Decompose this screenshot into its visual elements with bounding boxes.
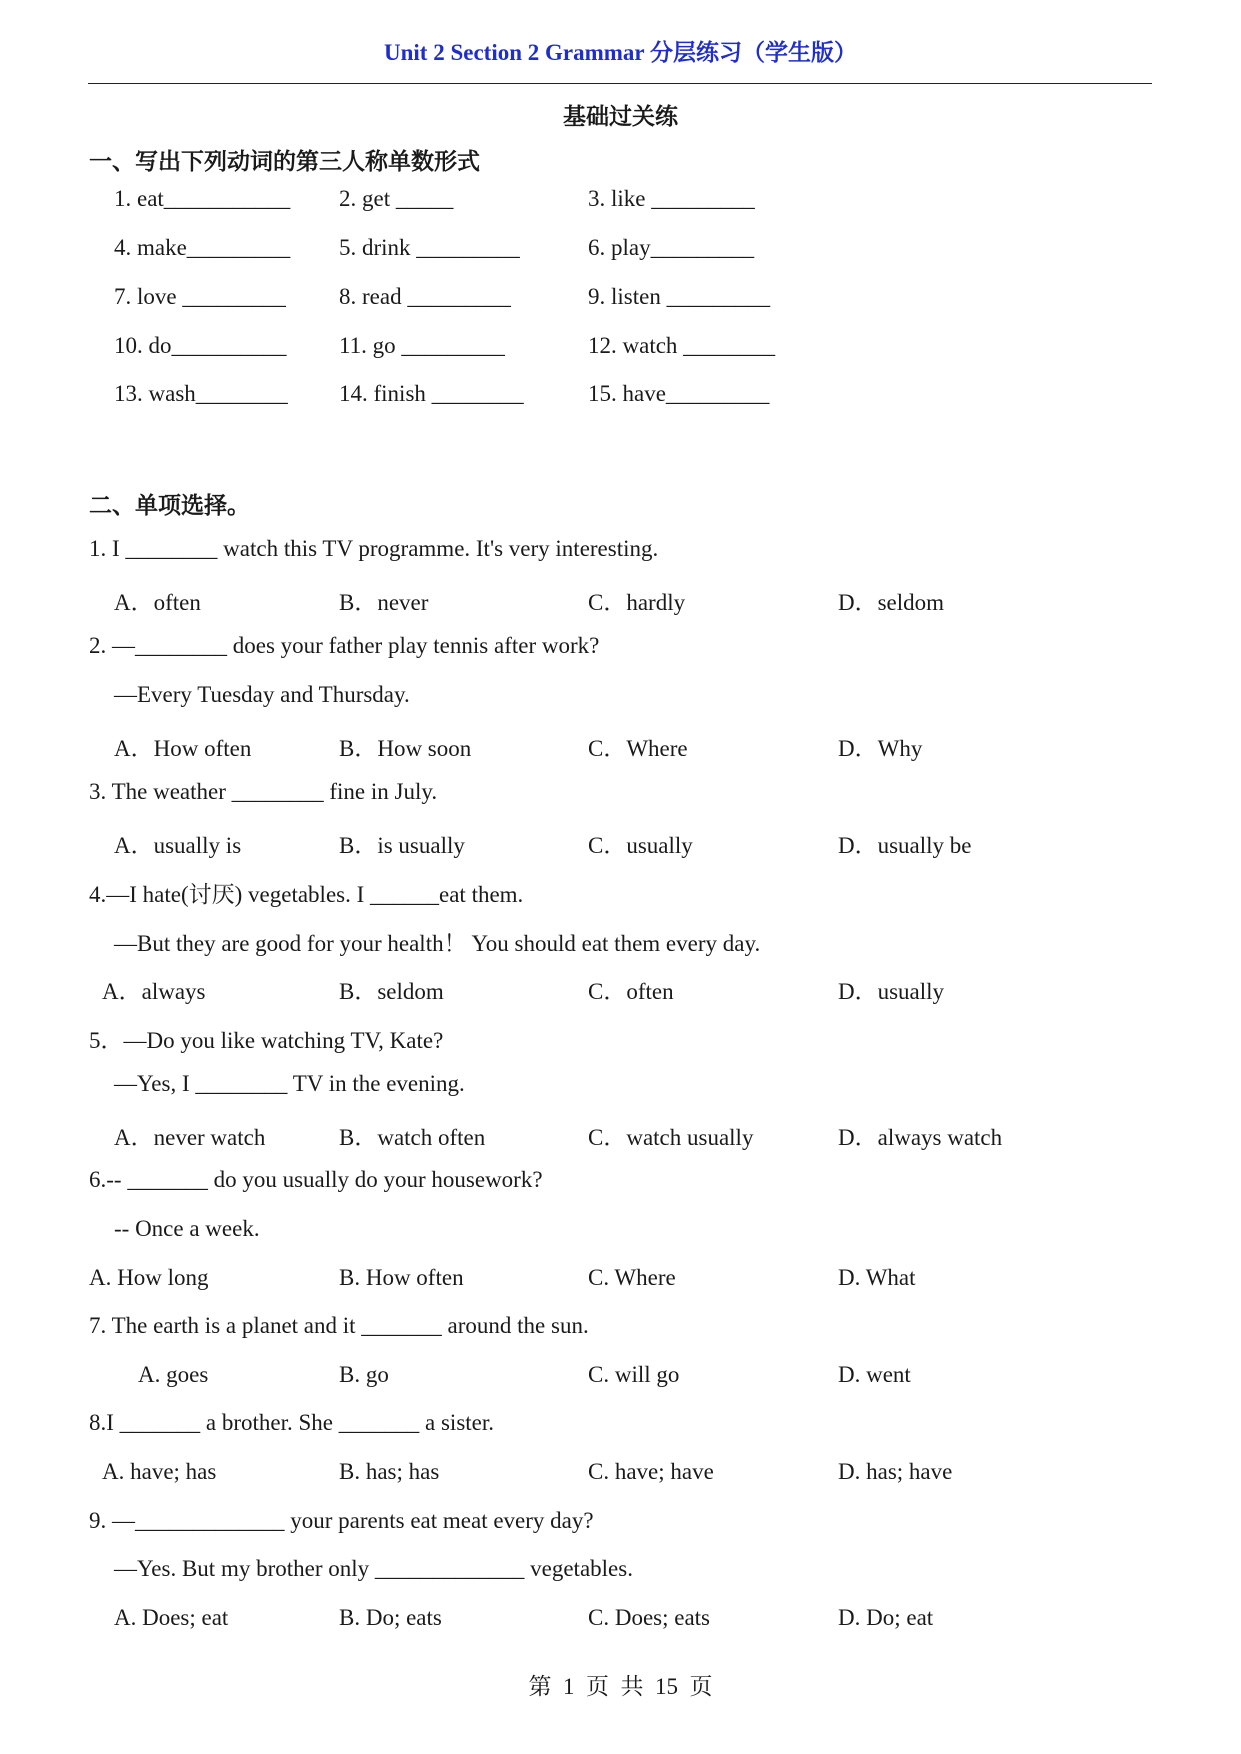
- answer-option: A. Does; eat: [114, 1605, 229, 1630]
- question-stem: 2. —________ does your father play tennis after work?: [89, 633, 600, 658]
- answer-option: C. Does; eats: [588, 1605, 711, 1630]
- answer-option: A．never watch: [114, 1125, 266, 1150]
- answer-option: A．How often: [114, 736, 252, 761]
- verb-item: 8. read _________: [339, 284, 511, 309]
- answer-option: B．never: [339, 590, 429, 615]
- verb-item: 7. love _________: [114, 284, 286, 309]
- page-subtitle: 基础过关练: [563, 104, 678, 129]
- question-stem: 4.—I hate(讨厌) vegetables. I ______eat them.: [89, 882, 524, 907]
- question-stem: 6.-- _______ do you usually do your housework?: [89, 1167, 543, 1192]
- answer-option: A. goes: [138, 1362, 209, 1387]
- verb-item: 12. watch ________: [588, 333, 776, 358]
- question-stem: 3. The weather ________ fine in July.: [89, 779, 438, 804]
- header-divider: [88, 83, 1152, 84]
- answer-option: C. will go: [588, 1362, 680, 1387]
- answer-option: D．Why: [838, 736, 923, 761]
- verb-item: 11. go _________: [339, 333, 505, 358]
- answer-option: A. have; has: [102, 1459, 217, 1484]
- question-stem: 5．—Do you like watching TV, Kate?: [89, 1028, 444, 1053]
- answer-option: D．usually be: [838, 833, 972, 858]
- answer-option: B. go: [339, 1362, 389, 1387]
- answer-option: D. went: [838, 1362, 911, 1387]
- answer-option: C．usually: [588, 833, 693, 858]
- question-stem: 8.I _______ a brother. She _______ a sister.: [89, 1410, 495, 1435]
- document-header-title: Unit 2 Section 2 Grammar 分层练习（学生版）: [384, 40, 857, 65]
- answer-option: C. have; have: [588, 1459, 714, 1484]
- section-heading-verb-forms: 一、写出下列动词的第三人称单数形式: [89, 149, 480, 174]
- question-dialogue-line: —But they are good for your health！ You should eat them every day.: [114, 931, 761, 956]
- answer-option: B．How soon: [339, 736, 472, 761]
- verb-item: 15. have_________: [588, 381, 770, 406]
- verb-item: 14. finish ________: [339, 381, 524, 406]
- section-heading-multiple-choice: 二、单项选择。: [89, 493, 250, 518]
- answer-option: A．usually is: [114, 833, 242, 858]
- answer-option: D. Do; eat: [838, 1605, 934, 1630]
- answer-option: D. What: [838, 1265, 916, 1290]
- question-stem: 9. —_____________ your parents eat meat every day?: [89, 1508, 594, 1533]
- answer-option: B．is usually: [339, 833, 465, 858]
- verb-item: 9. listen _________: [588, 284, 771, 309]
- answer-option: D．usually: [838, 979, 945, 1004]
- answer-option: D. has; have: [838, 1459, 953, 1484]
- question-dialogue-line: —Yes. But my brother only _____________ vegetables.: [114, 1556, 633, 1581]
- page-number-footer: 第 1 页 共 15 页: [528, 1674, 713, 1699]
- answer-option: B. How often: [339, 1265, 464, 1290]
- verb-item: 5. drink _________: [339, 235, 520, 260]
- answer-option: C．often: [588, 979, 674, 1004]
- verb-item: 10. do__________: [114, 333, 287, 358]
- verb-item: 3. like _________: [588, 186, 755, 211]
- answer-option: D．always watch: [838, 1125, 1003, 1150]
- question-stem: 1. I ________ watch this TV programme. It's very interesting.: [89, 536, 659, 561]
- answer-option: A．often: [114, 590, 201, 615]
- verb-item: 2. get _____: [339, 186, 454, 211]
- question-dialogue-line: —Yes, I ________ TV in the evening.: [114, 1071, 465, 1096]
- answer-option: C．hardly: [588, 590, 686, 615]
- answer-option: B．seldom: [339, 979, 444, 1004]
- answer-option: A．always: [102, 979, 206, 1004]
- answer-option: B. has; has: [339, 1459, 440, 1484]
- verb-item: 1. eat___________: [114, 186, 291, 211]
- verb-item: 6. play_________: [588, 235, 755, 260]
- answer-option: C．Where: [588, 736, 688, 761]
- answer-option: B. Do; eats: [339, 1605, 442, 1630]
- answer-option: D．seldom: [838, 590, 945, 615]
- question-dialogue-line: -- Once a week.: [114, 1216, 260, 1241]
- answer-option: C. Where: [588, 1265, 676, 1290]
- answer-option: A. How long: [89, 1265, 209, 1290]
- answer-option: C．watch usually: [588, 1125, 754, 1150]
- answer-option: B．watch often: [339, 1125, 486, 1150]
- verb-item: 4. make_________: [114, 235, 291, 260]
- question-dialogue-line: —Every Tuesday and Thursday.: [114, 682, 410, 707]
- verb-item: 13. wash________: [114, 381, 288, 406]
- question-stem: 7. The earth is a planet and it _______ around the sun.: [89, 1313, 589, 1338]
